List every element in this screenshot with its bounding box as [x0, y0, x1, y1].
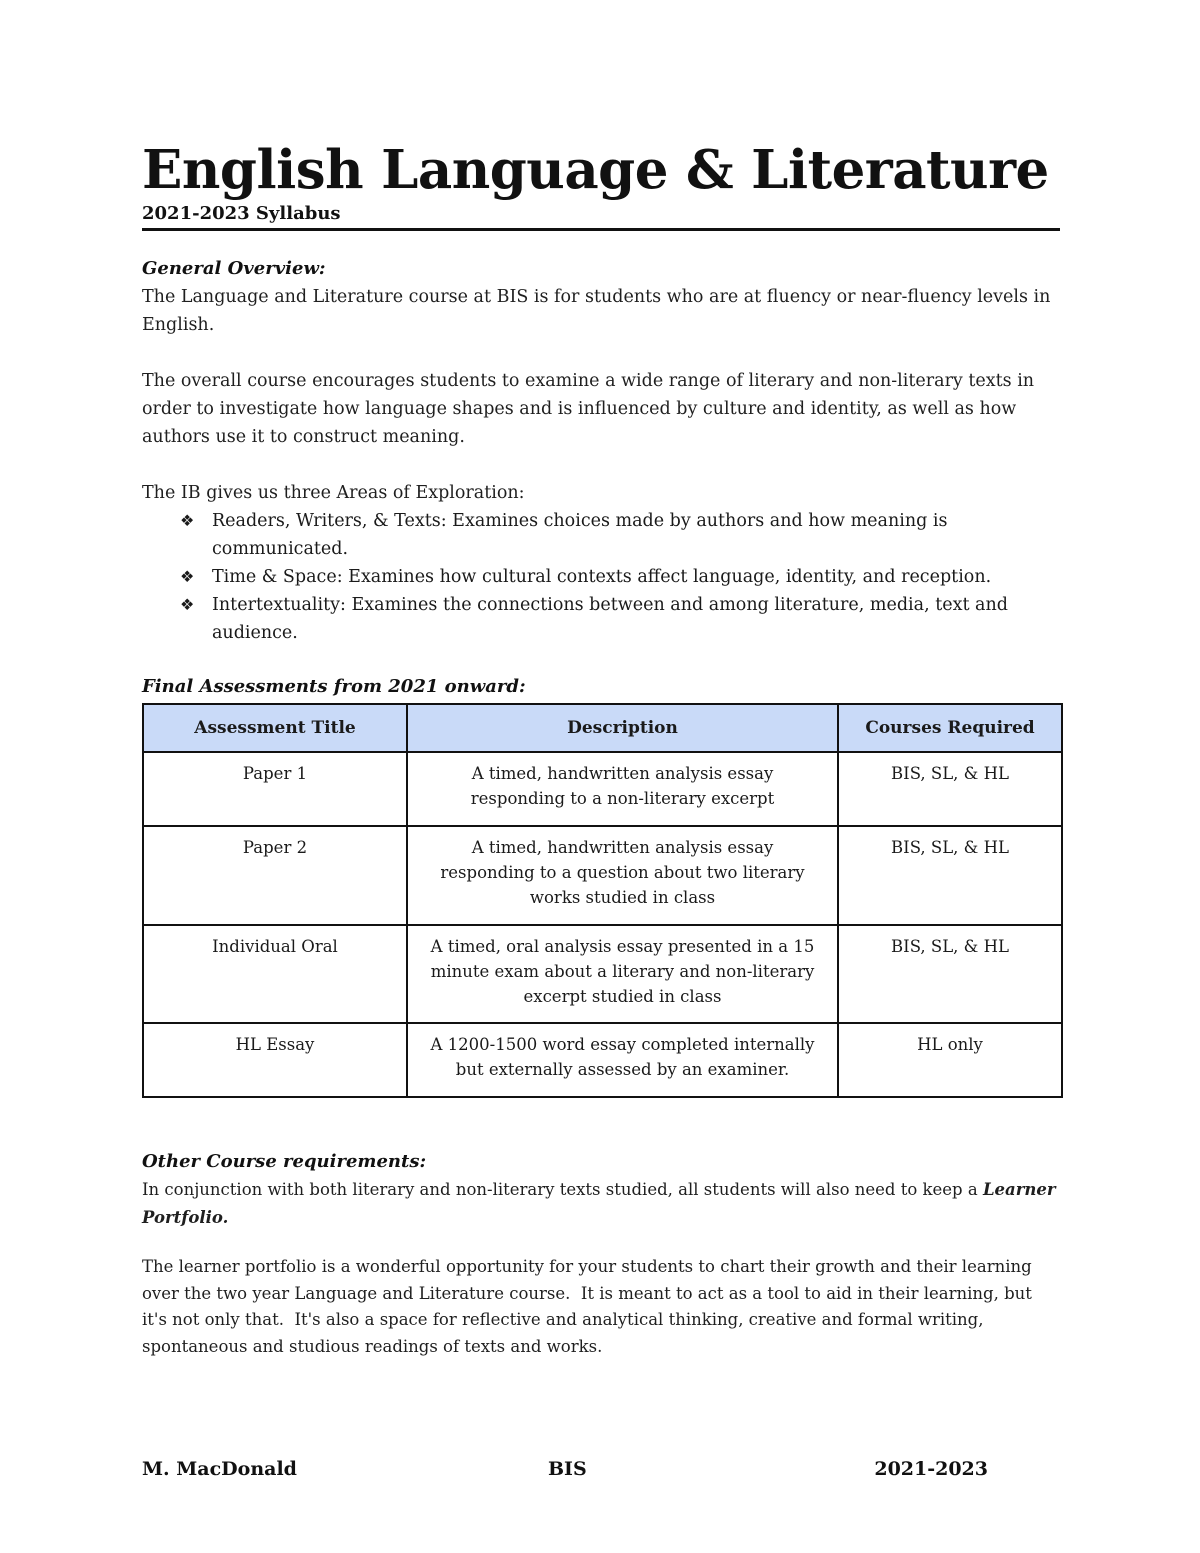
table-cell: BIS, SL, & HL — [838, 826, 1062, 925]
other-paragraph-1-text: In conjunction with both literary and non-literary texts studied, all students will also need to keep a — [142, 1180, 978, 1199]
table-cell: A timed, oral analysis essay presented in a 15 minute exam about a literary and non-literary excerpt studied in class — [407, 925, 838, 1023]
diamond-bullet-icon: ❖ — [180, 511, 195, 530]
footer-author: M. MacDonald — [142, 1458, 297, 1480]
overview-heading: General Overview: — [142, 258, 326, 279]
footer-years: 2021-2023 — [874, 1458, 988, 1480]
table-cell: A timed, handwritten analysis essay responding to a question about two literary works studied in class — [407, 826, 838, 925]
table-row — [143, 752, 1062, 826]
table-cell: A timed, handwritten analysis essay responding to a non-literary excerpt — [407, 752, 838, 826]
column-header: Courses Required — [838, 704, 1062, 752]
table-cell: A 1200-1500 word essay completed internally but externally assessed by an examiner. — [407, 1023, 838, 1097]
diamond-bullet-icon: ❖ — [180, 595, 195, 614]
footer-school: BIS — [548, 1458, 587, 1480]
area-text: Time & Space: Examines how cultural contexts affect language, identity, and reception. — [212, 567, 992, 587]
learner-portfolio-emphasis: Learner Portfolio. — [142, 1180, 1056, 1227]
table-cell: Paper 2 — [143, 826, 407, 925]
areas-intro: The IB gives us three Areas of Exploration: — [142, 483, 525, 503]
list-item — [180, 563, 1060, 591]
other-paragraph-1 — [142, 1176, 1060, 1232]
other-requirements-heading: Other Course requirements: — [142, 1151, 427, 1172]
table-row — [143, 1023, 1062, 1097]
table-cell: HL only — [838, 1023, 1062, 1097]
table-cell: Paper 1 — [143, 752, 407, 826]
assessments-heading: Final Assessments from 2021 onward: — [142, 676, 526, 697]
overview-paragraph-1: The Language and Literature course at BIS is for students who are at fluency or near-fluency levels in English. — [142, 287, 1051, 335]
diamond-bullet-icon: ❖ — [180, 567, 195, 586]
table-cell: HL Essay — [143, 1023, 407, 1097]
area-text: Readers, Writers, & Texts: Examines choices made by authors and how meaning is communicated. — [212, 511, 948, 559]
table-header-row — [143, 704, 1062, 752]
list-item — [180, 507, 1060, 563]
document-page — [142, 138, 1060, 1360]
table-cell: Individual Oral — [143, 925, 407, 1023]
column-header: Description — [407, 704, 838, 752]
other-paragraph-2: The learner portfolio is a wonderful opportunity for your students to chart their growth and their learning over the two year Language and Literature course. It is meant to act as a tool to aid in their learning, but it's not only that. It's also a space for reflective and analytical thinking, creative and formal writing, spontaneous and studious readings of texts and works. — [142, 1257, 1038, 1356]
assessments-table — [142, 703, 1063, 1098]
overview-paragraph-2: The overall course encourages students to examine a wide range of literary and non-literary texts in order to investigate how language shapes and is influenced by culture and identity, as well as how authors use it to construct meaning. — [142, 371, 1035, 447]
page-title: English Language & Literature — [142, 139, 1049, 201]
table-row — [143, 925, 1062, 1023]
areas-list — [142, 507, 1060, 647]
column-header: Assessment Title — [143, 704, 407, 752]
area-text: Intertextuality: Examines the connections between and among literature, media, text and audience. — [212, 595, 1008, 643]
list-item — [180, 591, 1060, 647]
table-cell: BIS, SL, & HL — [838, 752, 1062, 826]
table-row — [143, 826, 1062, 925]
table-cell: BIS, SL, & HL — [838, 925, 1062, 1023]
page-subtitle: 2021-2023 Syllabus — [142, 202, 1060, 231]
